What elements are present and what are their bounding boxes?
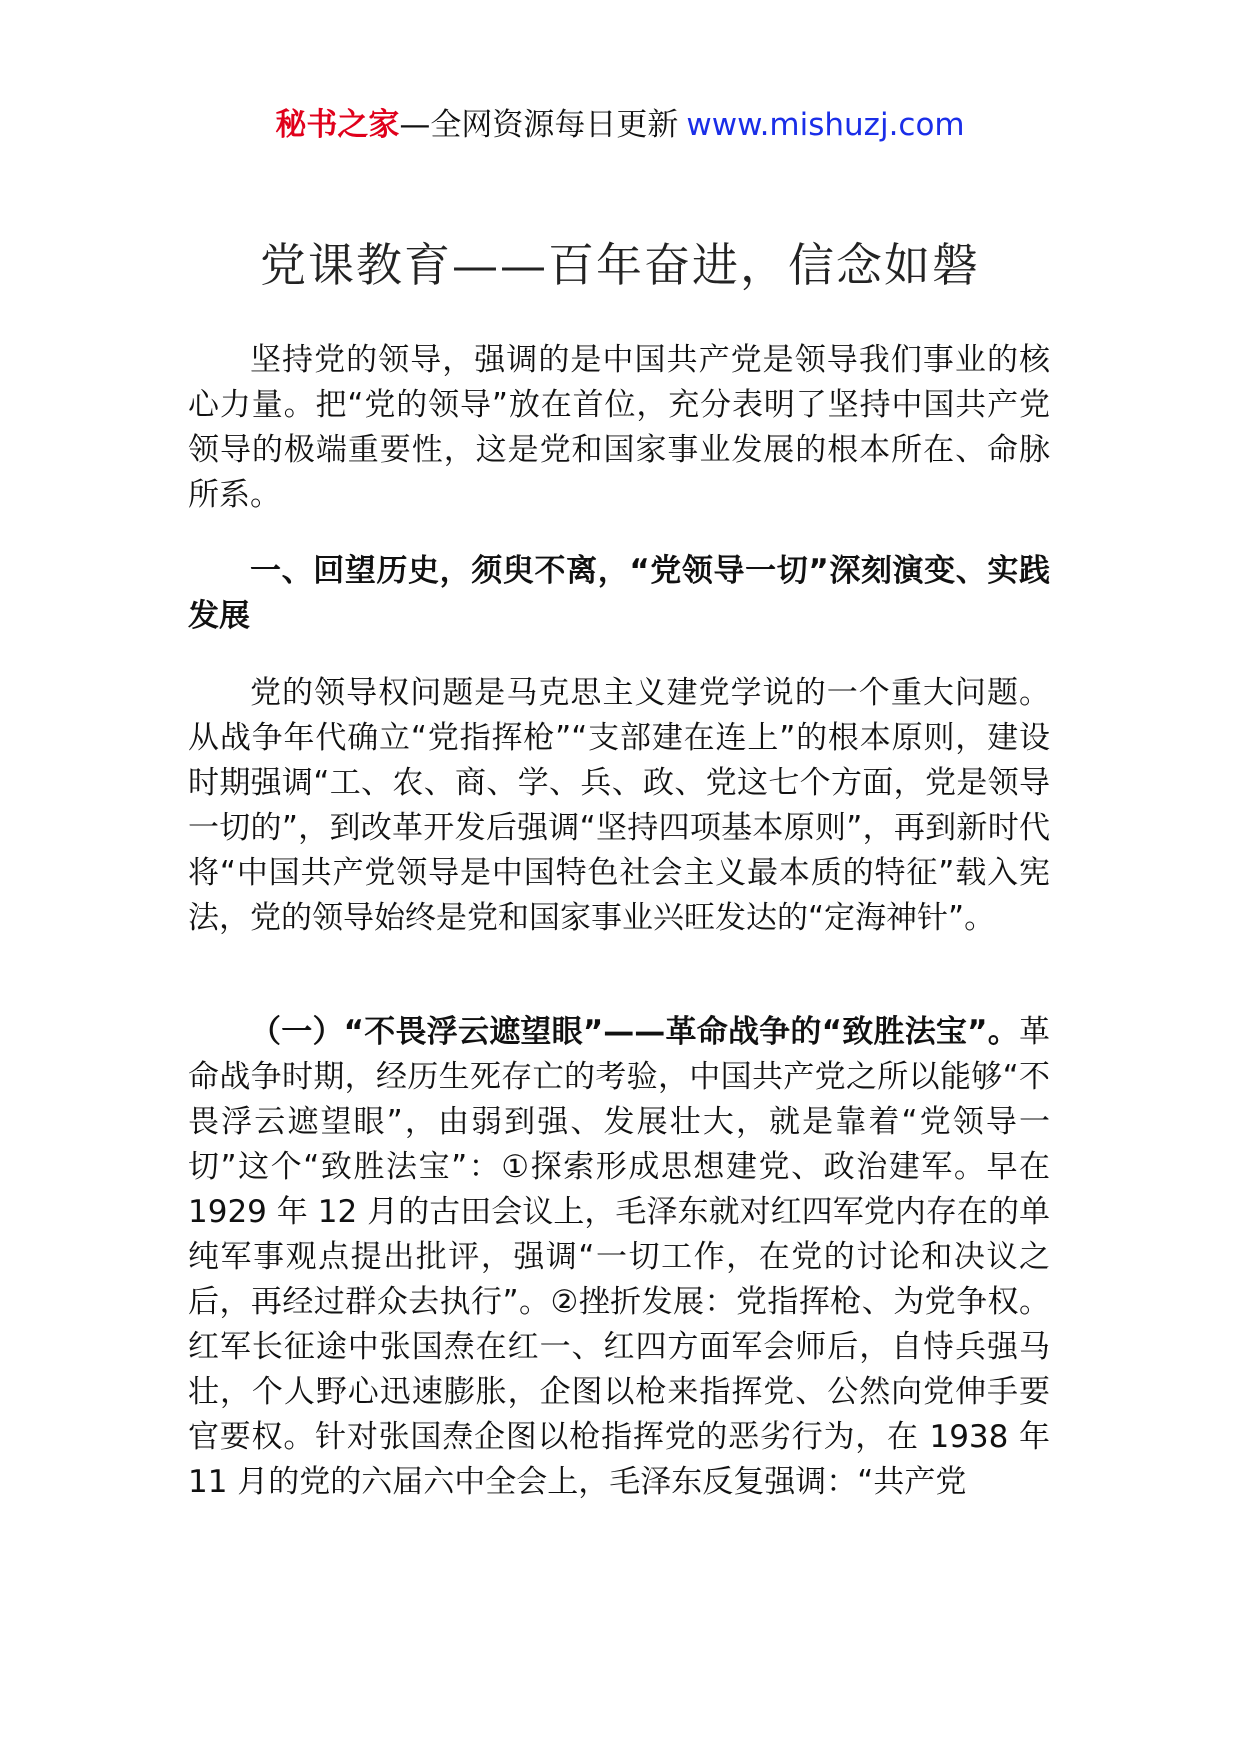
site-header: [0, 100, 1240, 150]
subsection-heading: （一）“不畏浮云遮望眼”——革命战争的“致胜法宝”。: [250, 1014, 1019, 1050]
section-heading: 一、回望历史，须臾不离，“党领导一切”深刻演变、实践发展: [188, 553, 1050, 634]
subsection-paragraph: [188, 1010, 1050, 1505]
intro-paragraph: 坚持党的领导，强调的是中国共产党是领导我们事业的核心力量。把“党的领导”放在首位，充分表明了坚持中国共产党领导的极端重要性，这是党和国家事业发展的根本所在、命脉所系。: [188, 342, 1050, 513]
brand-name: 秘书之家: [275, 107, 400, 143]
site-url-link[interactable]: www.mishuzj.com: [686, 107, 965, 143]
header-tagline: —全网资源每日更新: [399, 107, 679, 143]
section-paragraph: 党的领导权问题是马克思主义建党学说的一个重大问题。从战争年代确立“党指挥枪”“支部建在连上”的根本原则，建设时期强调“工、农、商、学、兵、政、党这七个方面，党是领导一切的”，到改革开发后强调“坚持四项基本原则”，再到新时代将“中国共产党领导是中国特色社会主义最本质的特征”载入宪法，党的领导始终是党和国家事业兴旺发达的“定海神针”。: [188, 675, 1050, 936]
document-title: 党课教育——百年奋进，信念如磐: [260, 238, 980, 292]
subsection-body: 革命战争时期，经历生死存亡的考验，中国共产党之所以能够“不畏浮云遮望眼”，由弱到强、发展壮大，就是靠着“党领导一切”这个“致胜法宝”：①探索形成思想建党、政治建军。早在 1929 年 12 月的古田会议上，毛泽东就对红四军党内存在的单纯军事观点提出批评，强调“一切工作，在党的讨论和决议之后，再经过群众去执行”。②挫折发展：党指挥枪、为党争权。红军长征途中张国焘在红一、红四方面军会师后，自恃兵强马壮，个人野心迅速膨胀，企图以枪来指挥党、公然向党伸手要官要权。针对张国焘企图以枪指挥党的恶劣行为，在 1938 年 11 月的党的六届六中全会上，毛泽东反复强调：“共产党: [188, 1014, 1050, 1500]
